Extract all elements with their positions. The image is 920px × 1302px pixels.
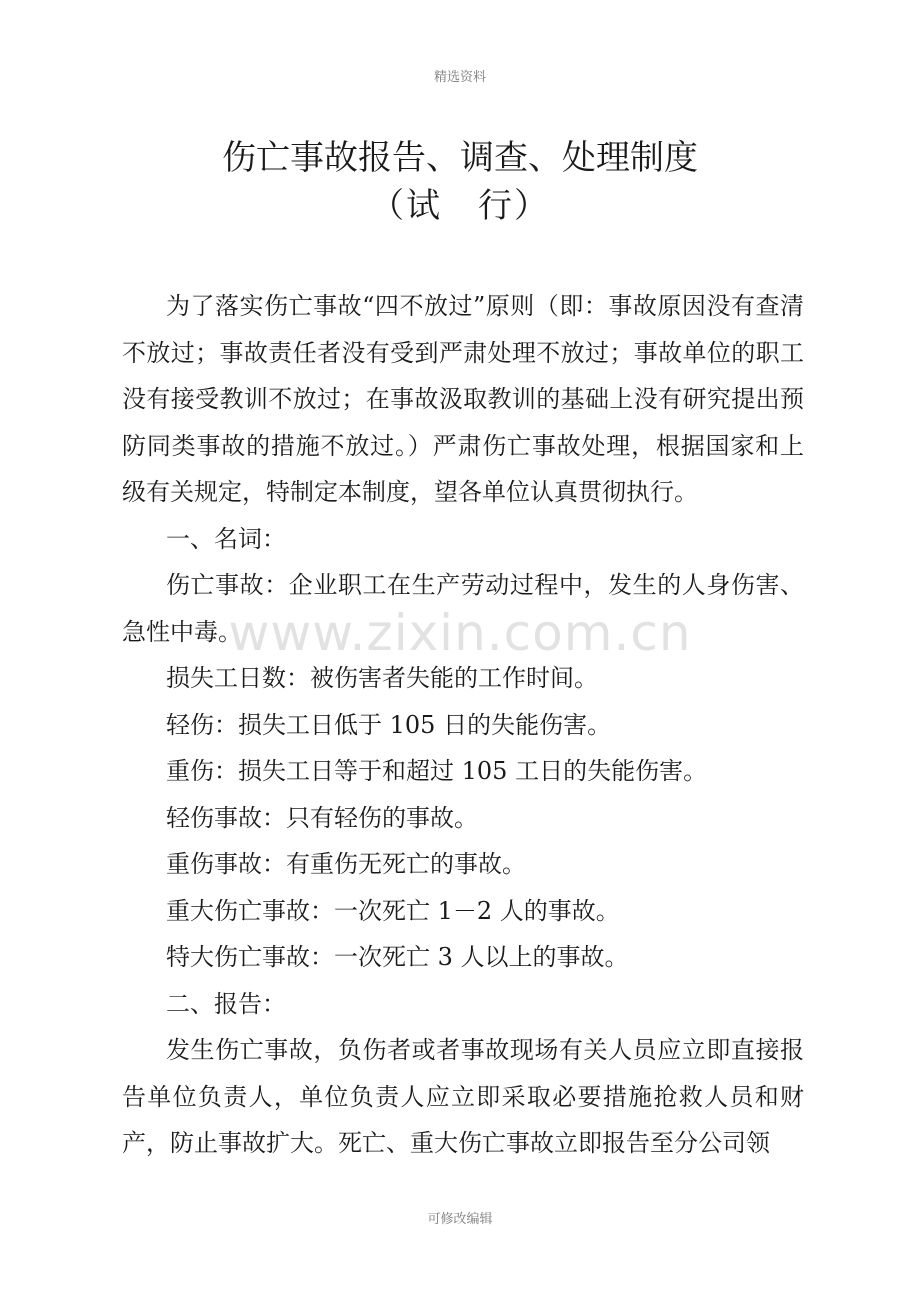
definition-item: 损失工日数：被伤害者失能的工作时间。 — [166, 664, 598, 692]
definition-item: 特大伤亡事故：一次死亡 3 人以上的事故。 — [166, 943, 629, 971]
definition-item: 重大伤亡事故：一次死亡 1－2 人的事故。 — [166, 896, 620, 925]
watermark: www.zixin.com.cn — [228, 604, 692, 662]
report-paragraph: 发生伤亡事故，负伤者或者事故现场有关人员应立即直接报告单位负责人，单位负责人应立即采取必要措施抢救人员和财产，防止事故扩大。死亡、重大伤亡事故立即报告至分公司领 — [122, 1036, 804, 1157]
document-title: 伤亡事故报告、调查、处理制度 — [222, 138, 698, 178]
definition-item: 重伤事故：有重伤无死亡的事故。 — [166, 850, 526, 878]
intro-paragraph: 为了落实伤亡事故“四不放过”原则（即：事故原因没有查清不放过；事故责任者没有受到严肃处理不放过；事故单位的职工没有接受教训不放过；在事故汲取教训的基础上没有研究提出预防同类事故的措施不放过。）严肃伤亡事故处理，根据国家和上级有关规定，特制定本制度，望各单位认真贯彻执行。 — [122, 292, 804, 506]
section-heading-report: 二、报告： — [166, 989, 286, 1018]
definition-item: 轻伤：损失工日低于 105 日的失能伤害。 — [166, 710, 612, 739]
document-subtitle: （试 行） — [370, 186, 550, 226]
page-footer-note: 可修改编辑 — [427, 1212, 493, 1227]
section-heading-terms: 一、名词： — [166, 524, 286, 553]
definition-item: 伤亡事故：企业职工在生产劳动过程中，发生的人身伤害、急性中毒。 — [122, 571, 804, 646]
definition-item: 轻伤事故：只有轻伤的事故。 — [166, 803, 478, 832]
document-body — [122, 283, 804, 1167]
definition-item: 重伤：损失工日等于和超过 105 工日的失能伤害。 — [166, 757, 708, 785]
page-header-note: 精选资料 — [433, 70, 486, 85]
